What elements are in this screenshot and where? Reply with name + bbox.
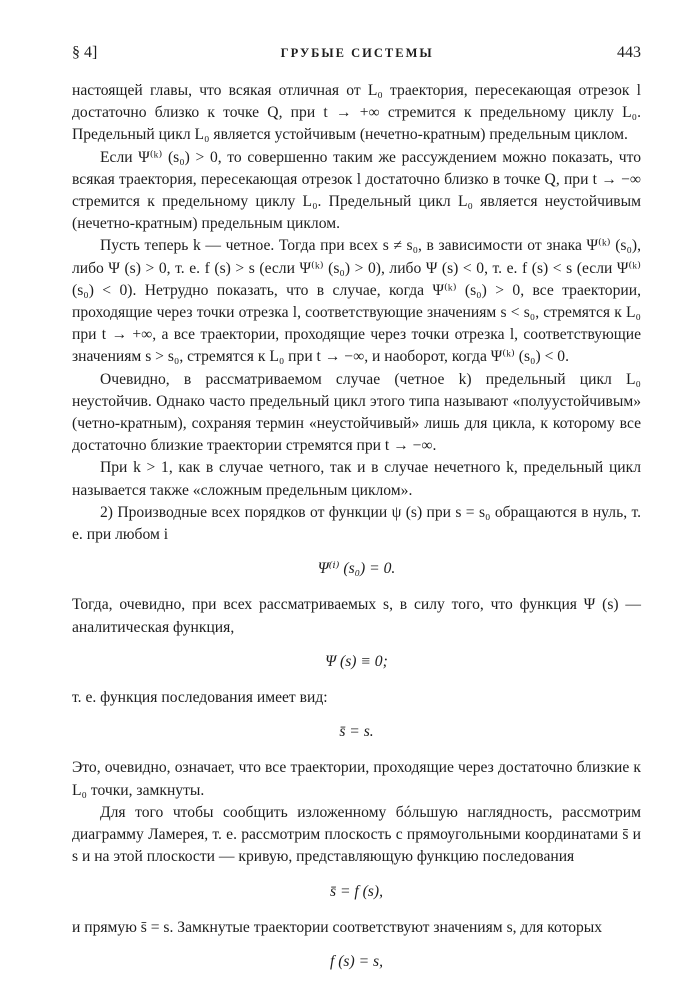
running-header: [72, 42, 641, 74]
running-title: ГРУБЫЕ СИСТЕМЫ: [280, 46, 434, 60]
formula: Ψ (s) ≡ 0;: [325, 652, 388, 670]
paragraph: т. е. функция последования имеет вид:: [72, 689, 328, 707]
paragraph: 2) Производные всех порядков от функции ψ (s) при s = s₀ обращаются в нуль, т. е. при любом i: [72, 503, 641, 544]
section-marker: § 4]: [72, 44, 98, 61]
formula: s̄ = s.: [339, 723, 374, 741]
paragraph: Если Ψ⁽ᵏ⁾ (s₀) > 0, то совершенно таким же рассуждением можно показать, что всякая траектория, пересекающая отрезок l достаточно близко в точке Q, при t → −∞ стремится к предельному циклу L₀. Предельный цикл L₀ является неустойчивым (нечетно-кратным) предельным циклом.: [72, 148, 641, 233]
formula: f (s) = s,: [330, 952, 383, 970]
page-number: 443: [617, 44, 641, 61]
paragraph: Для того чтобы сообщить изложенному бóльшую наглядность, рассмотрим диаграмму Ламерея, т. е. рассмотрим плоскость с прямоугольными координатами s̄ и s и на этой плоскости — кривую, представляющую функцию последования: [72, 803, 641, 866]
paragraph: Очевидно, в рассматриваемом случае (четное k) предельный цикл L₀ неустойчив. Однако часто предельный цикл этого типа называют «полуустойчивым» (четно-кратным), сохраняя термин «неустойчивый» лишь для цикла, к которому все достаточно близкие траектории стремятся при t → −∞.: [72, 370, 641, 455]
page-body: [72, 80, 641, 973]
paragraph: Это, очевидно, означает, что все траектории, проходящие через достаточно близкие к L₀ точки, замкнуты.: [72, 759, 641, 799]
formula: s̄ = f (s),: [330, 882, 383, 900]
paragraph: Тогда, очевидно, при всех рассматриваемых s, в силу того, что функция Ψ (s) — аналитическая функция,: [72, 596, 641, 636]
paragraph: Пусть теперь k — четное. Тогда при всех s ≠ s₀, в зависимости от знака Ψ⁽ᵏ⁾ (s₀), либо Ψ (s) > 0, т. е. f (s) > s (если Ψ⁽ᵏ⁾ (s₀) > 0), либо Ψ (s) < 0, т. е. f (s) < s (если Ψ⁽ᵏ⁾ (s₀) < 0). Нетрудно показать, что в случае, когда Ψ⁽ᵏ⁾ (s₀) > 0, все траектории, проходящие через точки отрезка l, соответствующие значениям s < s₀, стремятся к L₀ при t → +∞, а все траектории, проходящие через точки отрезка l, соответствующие значениям s > s₀, стремятся к L₀ при t → −∞, и наоборот, когда Ψ⁽ᵏ⁾ (s₀) < 0.: [72, 237, 641, 366]
paragraph: настоящей главы, что всякая отличная от L₀ траектория, пересекающая отрезок l достаточно близко к точке Q, при t → +∞ стремится к предельному циклу L₀. Предельный цикл L₀ является устойчивым (нечетно-кратным) предельным циклом.: [72, 82, 641, 144]
formula: Ψ⁽ⁱ⁾ (s₀) = 0.: [317, 560, 396, 578]
paragraph: и прямую s̄ = s. Замкнутые траектории соответствуют значениям s, для которых: [72, 918, 603, 936]
paragraph: При k > 1, как в случае четного, так и в случае нечетного k, предельный цикл называется также «сложным предельным циклом».: [72, 459, 641, 499]
